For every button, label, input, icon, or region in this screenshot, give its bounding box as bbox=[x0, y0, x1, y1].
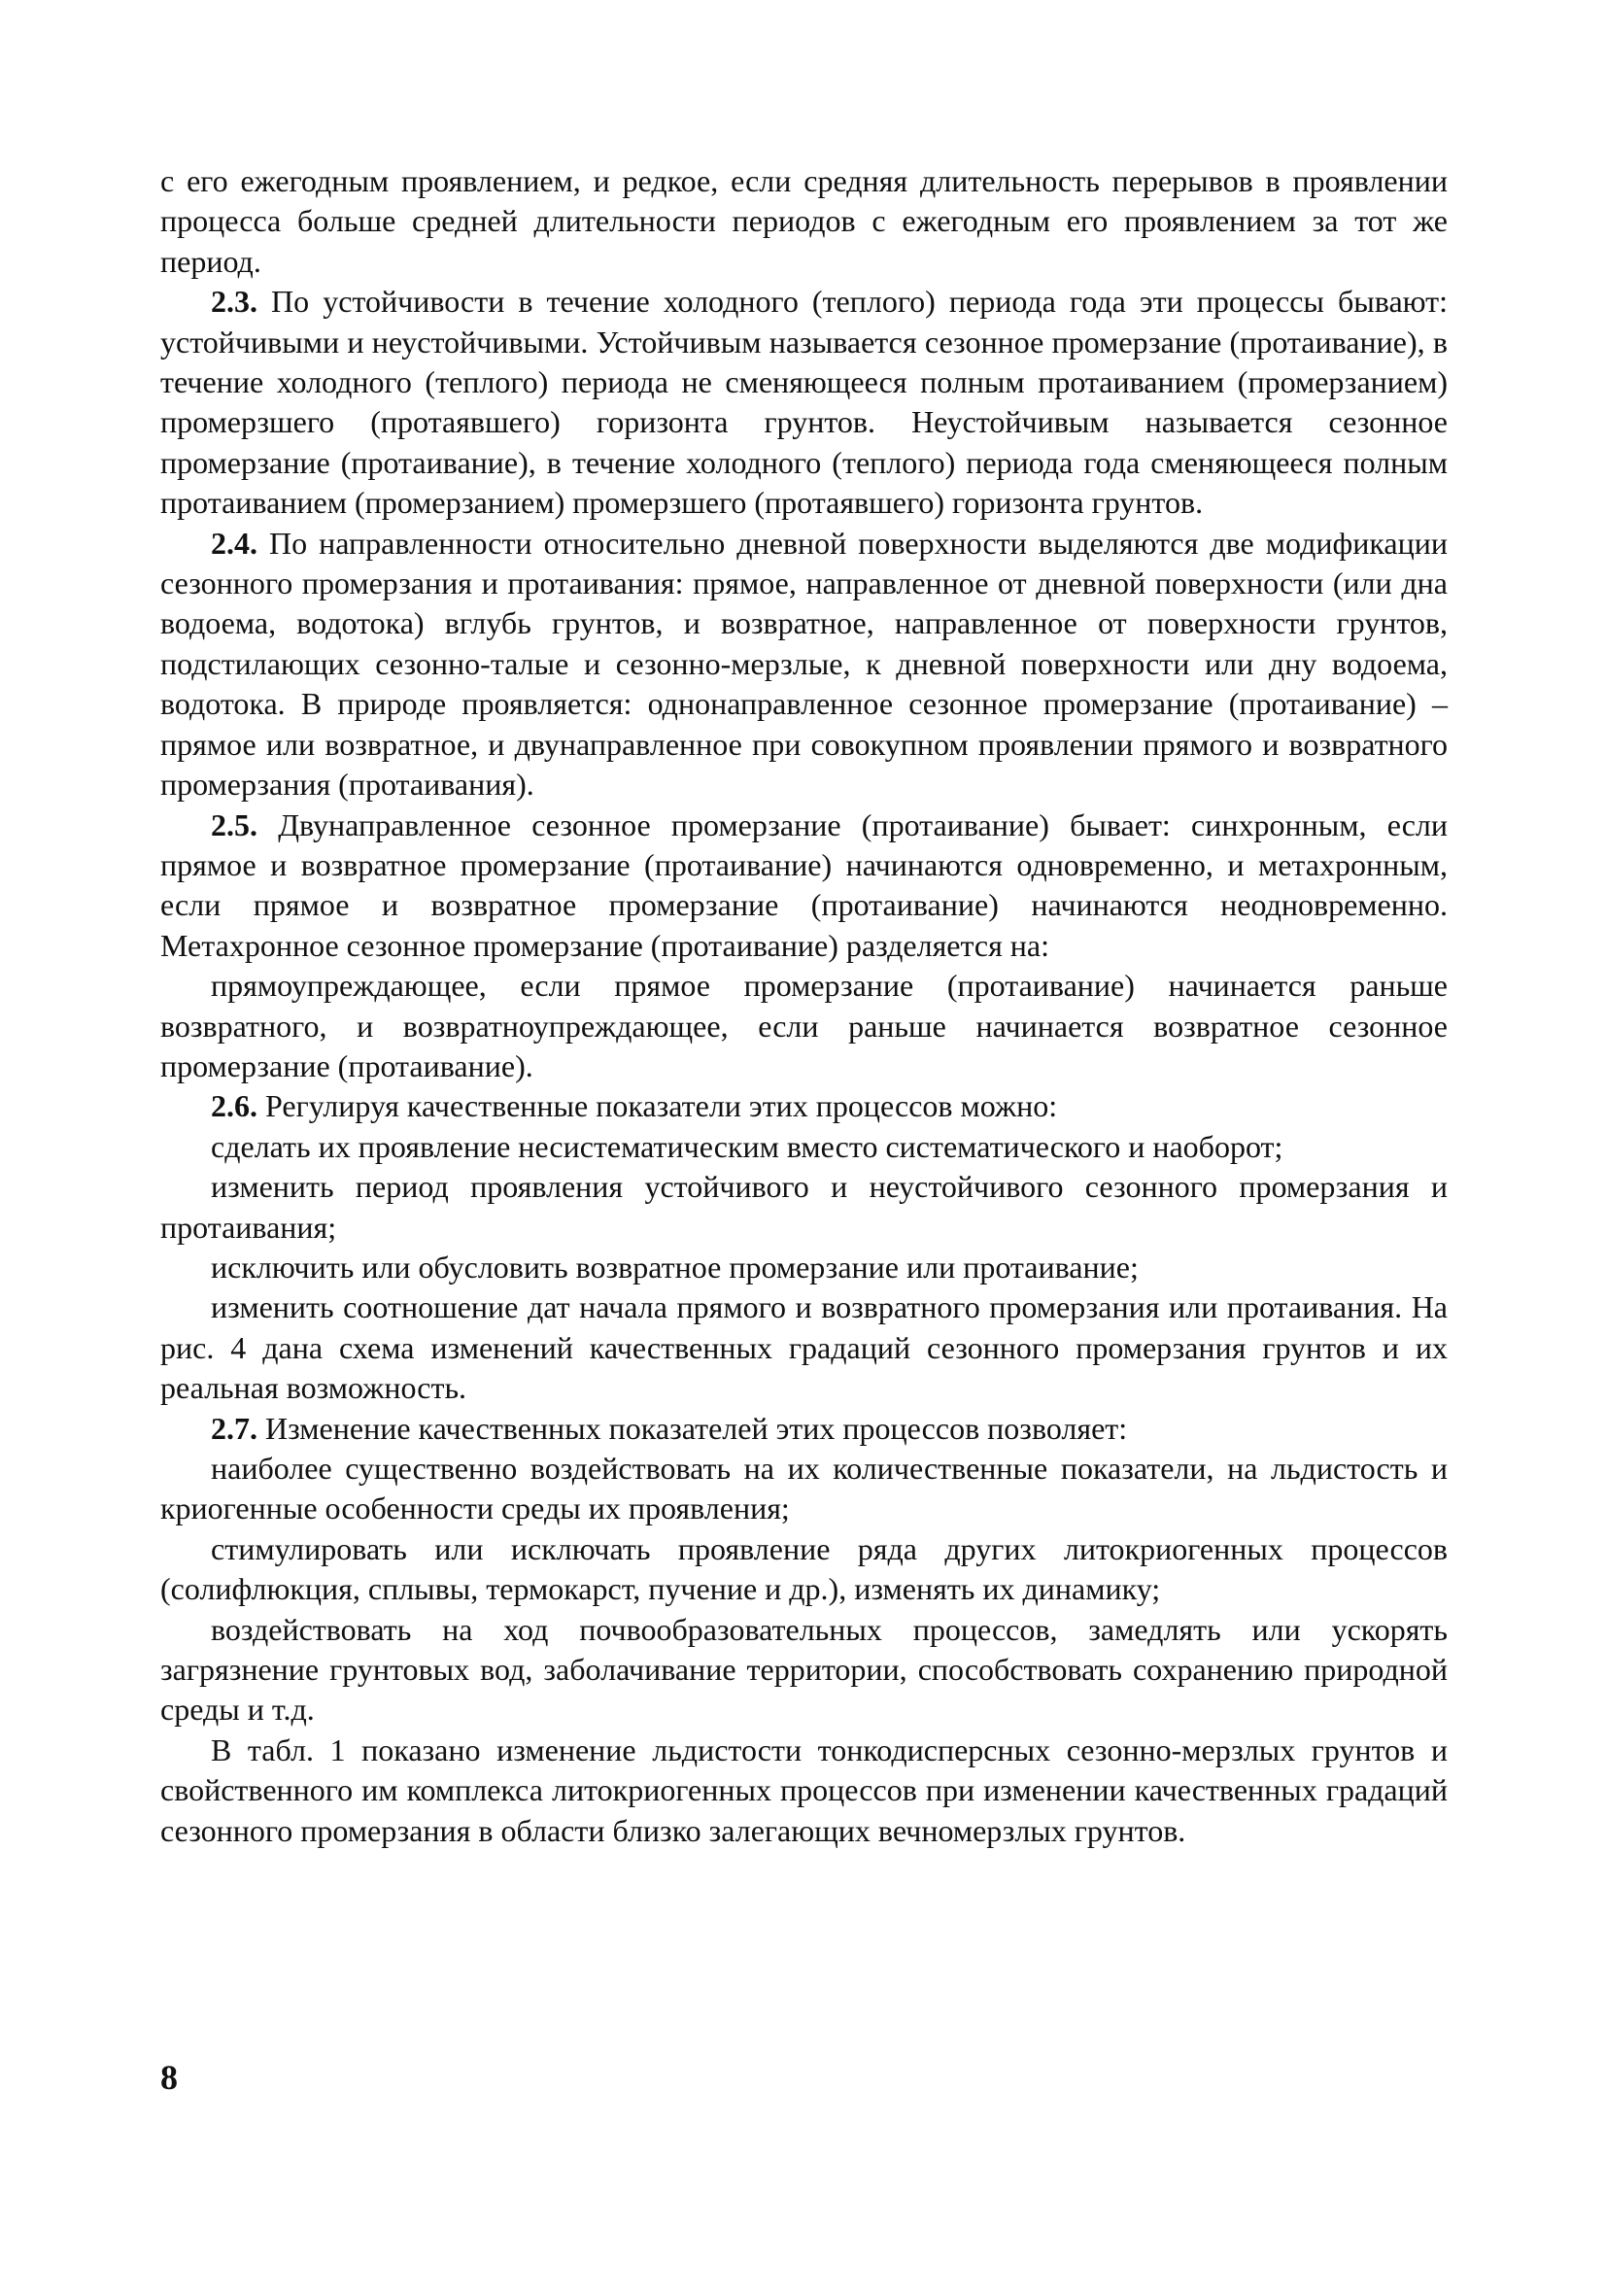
paragraph-2-5 bbox=[160, 805, 1448, 967]
paragraph-text: с его ежегодным проявлением, и редкое, если средняя длительность перерывов в проявлении процесса больше средней длительности периодов с ежегодным его проявлением за тот же период. bbox=[160, 163, 1448, 279]
section-number: 2.7. bbox=[211, 1410, 257, 1446]
paragraph-text: изменить период проявления устойчивого и неустойчивого сезонного промерзания и протаивания; bbox=[160, 1169, 1448, 1245]
list-item bbox=[160, 1610, 1448, 1731]
paragraph-2-3 bbox=[160, 282, 1448, 523]
section-number: 2.4. bbox=[211, 525, 257, 561]
paragraph-text: прямоупреждающее, если прямое промерзание (протаивание) начинается раньше возвратного, и возвратноупреждающее, если раньше начинается возвратное сезонное промерзание (протаивание). bbox=[160, 968, 1448, 1083]
list-item bbox=[160, 1127, 1448, 1167]
paragraph-2-6 bbox=[160, 1086, 1448, 1126]
paragraph-text: Двунаправленное сезонное промерзание (протаивание) бывает: синхронным, если прямое и возвратное промерзание (протаивание) начинаются одновременно, и метахронным, если прямое и возвратное промерзание (протаивание) начинаются неодновременно. Метахронное сезонное промерзание (протаивание) разделяется на: bbox=[160, 806, 1448, 963]
section-number: 2.5. bbox=[211, 806, 257, 842]
paragraph-text: В табл. 1 показано изменение льдистости тонкодисперсных сезонно-мерзлых грунтов и свойственного им комплекса литокриогенных процессов при изменении качественных градаций сезонного промерзания в области близко залегающих вечномерзлых грунтов. bbox=[160, 1731, 1448, 1848]
paragraph-text: По направленности относительно дневной поверхности выделяются две модификации сезонного промерзания и протаивания: прямое, направленное от дневной поверхности (или дна водоема, водотока) вглубь грунтов, и возвратное, направленное от поверхности грунтов, подстилающих сезонно-талые и сезонно-мерзлые, к дневной поверхности или дну водоема, водотока. В природе проявляется: однонаправленное сезонное промерзание (протаивание) – прямое или возвратное, и двунаправленное при совокупном проявлении прямого и возвратного промерзания (протаивания). bbox=[160, 525, 1448, 803]
paragraph-2-4 bbox=[160, 524, 1448, 805]
paragraph-text: стимулировать или исключать проявление ряда других литокриогенных процессов (солифлюкция, сплывы, термокарст, пучение и др.), изменять их динамику; bbox=[160, 1530, 1448, 1607]
paragraph-text: По устойчивости в течение холодного (теплого) периода года эти процессы бывают: устойчивыми и неустойчивыми. Устойчивым называется сезонное промерзание (протаивание), в течение холодного (теплого) периода не сменяющееся полным протаиванием (промерзанием) промерзшего (протаявшего) горизонта грунтов. Неустойчивым называется сезонное промерзание (протаивание), в течение холодного (теплого) периода года сменяющееся полным протаиванием (промерзанием) промерзшего (протаявшего) горизонта грунтов. bbox=[160, 284, 1448, 521]
list-item bbox=[160, 1287, 1448, 1408]
paragraph-text: Изменение качественных показателей этих процессов позволяет: bbox=[257, 1410, 1128, 1446]
paragraph-text: Регулируя качественные показатели этих процессов можно: bbox=[257, 1088, 1058, 1124]
section-number: 2.3. bbox=[211, 284, 257, 320]
paragraph-text: сделать их проявление несистематическим вместо систематического и наоборот; bbox=[211, 1128, 1283, 1164]
paragraph-2-7 bbox=[160, 1409, 1448, 1449]
paragraph-text: изменить соотношение дат начала прямого и возвратного промерзания или протаивания. На рис. 4 дана схема изменений качественных градаций сезонного промерзания грунтов и их реальная возможность. bbox=[160, 1289, 1448, 1406]
list-item bbox=[160, 1167, 1448, 1248]
list-item bbox=[160, 1449, 1448, 1529]
paragraph-metachronous bbox=[160, 966, 1448, 1086]
paragraph-text: воздействовать на ход почвообразовательных процессов, замедлять или ускорять загрязнение грунтовых вод, заболачивание территории, способствовать сохранению природной среды и т.д. bbox=[160, 1611, 1448, 1728]
body-text bbox=[160, 161, 1448, 1851]
paragraph-text: наиболее существенно воздействовать на их количественные показатели, на льдистость и криогенные особенности среды их проявления; bbox=[160, 1451, 1448, 1526]
list-item bbox=[160, 1248, 1448, 1287]
paragraph-text: исключить или обусловить возвратное промерзание или протаивание; bbox=[211, 1249, 1139, 1285]
paragraph-table-reference bbox=[160, 1731, 1448, 1851]
section-number: 2.6. bbox=[211, 1088, 257, 1124]
page-number: 8 bbox=[160, 2058, 178, 2097]
list-item bbox=[160, 1529, 1448, 1610]
paragraph-continuation bbox=[160, 161, 1448, 282]
